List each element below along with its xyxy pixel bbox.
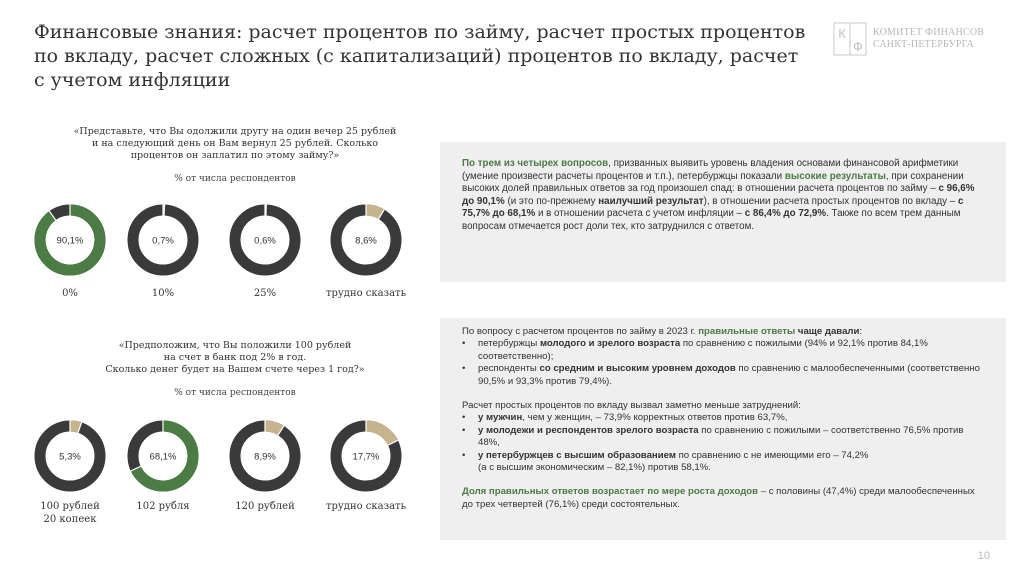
- bold-text: молодого и зрелого возраста: [539, 338, 681, 350]
- question-2: [40, 340, 430, 376]
- bold-text: с 75,7% до 68,1%: [462, 195, 964, 220]
- details-text: [462, 326, 986, 511]
- donut-value-label: 0,7%: [152, 235, 174, 247]
- bullet-item: [462, 363, 986, 388]
- body-text: по сравнению с не имеющими его – 74,2%: [675, 449, 869, 461]
- brand-line-2: САНКТ-ПЕТЕРБУРГА: [873, 39, 974, 50]
- question-2-line: Сколько денег будет на Вашем счете через 1 год?»: [105, 364, 365, 375]
- bullet-item: [462, 412, 986, 424]
- paragraph-income: [462, 486, 986, 511]
- category-label: [215, 500, 315, 513]
- highlight-text: высокие результаты: [784, 170, 886, 182]
- question-1: [40, 126, 430, 162]
- donut-chart-1-3: [223, 198, 307, 282]
- body-text: – с половины (47,4%) среди малообеспеченных до трех четвертей (76,1%) среди состоятельных.: [462, 486, 975, 510]
- bold-text: у мужчин: [478, 412, 523, 424]
- body-text: по сравнению с малообеспеченными (соответственно 90,5% и 93,3% против 79,4%).: [478, 363, 980, 387]
- page-title: Финансовые знания: расчет процентов по займу, расчет простых процентов по вкладу, расчет сложных (с капитализаций) процентов по вкладу, расчет с учетом инфляции: [34, 21, 806, 91]
- paragraph-loan: [462, 326, 986, 338]
- category-label: [20, 500, 120, 526]
- bullet-item: [462, 425, 986, 450]
- bold-text: с 96,6% до 90,1%: [462, 183, 975, 207]
- donut-chart-1-4: [324, 198, 408, 282]
- donut-value-label: 68,1%: [149, 451, 177, 463]
- donut-chart-2-4: [324, 414, 408, 498]
- bold-text: со средним и высоким уровнем доходов: [539, 363, 736, 375]
- question-2-line: «Предположим, что Вы положили 100 рублей: [118, 340, 352, 351]
- donut-value-label: 8,6%: [355, 235, 377, 247]
- body-text: :: [859, 326, 863, 337]
- body-text: По вопросу с расчетом процентов по займу в 2023 г.: [462, 326, 699, 337]
- category-label-line: 102 рубля: [136, 501, 190, 512]
- donut-value-label: 5,3%: [59, 451, 81, 463]
- bold-text: у молодежи и респондентов зрелого возраста: [478, 424, 699, 436]
- body-text: и в отношении расчета с учетом инфляции –: [535, 208, 745, 220]
- details-panel: [440, 318, 1006, 540]
- category-label-line: 10%: [151, 288, 175, 299]
- summary-text: [462, 158, 986, 234]
- category-label: [113, 500, 213, 513]
- bold-text: с 86,4% до 72,9%: [744, 208, 827, 220]
- donut-chart-2-3: [223, 414, 307, 498]
- highlight-text: По трем из четырех вопросов: [462, 158, 609, 169]
- category-label: [20, 287, 120, 300]
- donut-value-label: 0,6%: [254, 235, 276, 247]
- highlight-text: правильные ответы: [698, 326, 796, 337]
- bold-text: у петербуржцев с высшим образованием: [478, 449, 676, 461]
- category-label: [215, 287, 315, 300]
- category-label: [316, 500, 416, 513]
- chart-1-subtitle: % от числа респондентов: [174, 174, 296, 184]
- paragraph-deposit: Расчет простых процентов по вкладу вызвал заметно меньше затруднений:: [462, 400, 801, 412]
- category-label: [113, 287, 213, 300]
- donut-value-label: 90,1%: [56, 235, 84, 247]
- donut-chart-1-1: [28, 198, 112, 282]
- body-text: (а с высшим экономическим – 82,1%) против 58,1%.: [478, 462, 711, 474]
- body-text: , призванных выявить уровень владения основами финансовой арифметики (умение произвести расчеты процентов и т.п.), петербуржцы показали: [462, 158, 959, 182]
- question-1-line: «Представьте, что Вы одолжили другу на один вечер 25 рублей: [73, 126, 397, 137]
- question-1-line: и на следующий день он Вам вернул 25 рублей. Сколько: [91, 138, 379, 149]
- bullet-item: [462, 338, 986, 363]
- body-text: петербуржцы: [478, 338, 540, 350]
- donut-chart-2-1: [28, 414, 112, 498]
- body-text: (и это по-прежнему: [504, 195, 599, 207]
- monogram-letter-f: Ф: [853, 39, 863, 54]
- chart-2-subtitle: % от числа респондентов: [174, 388, 296, 398]
- question-1-line: процентов он заплатил по этому займу?»: [130, 150, 340, 161]
- donut-chart-2-2: [121, 414, 205, 498]
- category-label: [316, 287, 416, 300]
- category-label-line: 100 рублей: [40, 501, 100, 512]
- body-text: ), в отношении расчета простых процентов по вкладу –: [703, 195, 958, 207]
- highlight-text: Доля правильных ответов возрастает по мере роста доходов: [462, 486, 759, 498]
- body-text: респонденты: [478, 363, 540, 375]
- body-text: . Также по всем трем данным вопросам отмечается рост доли тех, кто затруднился с ответом.: [462, 208, 961, 232]
- donut-value-label: 17,7%: [352, 451, 380, 463]
- body-text: по сравнению с пожилыми – соответственно 76,5% против 48%,: [478, 424, 964, 449]
- category-label-line: 120 рублей: [235, 501, 295, 512]
- bold-text: наилучший результат: [598, 195, 704, 207]
- category-label-line: 0%: [62, 288, 78, 299]
- bullet-item: [462, 450, 986, 475]
- page-number: 10: [977, 550, 990, 562]
- category-label-line: 20 копеек: [43, 514, 97, 525]
- category-label-line: трудно сказать: [325, 501, 407, 512]
- brand-name: [873, 27, 984, 51]
- body-text: , чем у женщин, – 73,9% корректных ответов против 63,7%,: [522, 412, 788, 424]
- brand-logo: [833, 22, 1003, 56]
- monogram-logo-icon: [833, 22, 867, 56]
- monogram-letter-k: К: [838, 26, 846, 41]
- donut-chart-1-2: [121, 198, 205, 282]
- body-text: , при сохранении высоких долей правильных ответов за год произошел спад: в отношении расчета процентов по займу –: [462, 170, 964, 195]
- body-text: по сравнению с пожилыми (94% и 92,1% против 84,1% соответственно);: [478, 338, 928, 362]
- brand-line-1: КОМИТЕТ ФИНАНСОВ: [873, 27, 985, 38]
- donut-value-label: 8,9%: [254, 451, 276, 463]
- summary-panel: [440, 142, 1006, 282]
- bold-text: чаще давали: [795, 326, 860, 337]
- question-2-line: на счет в банк под 2% в год.: [163, 352, 307, 363]
- category-label-line: трудно сказать: [325, 288, 407, 299]
- category-label-line: 25%: [253, 288, 277, 299]
